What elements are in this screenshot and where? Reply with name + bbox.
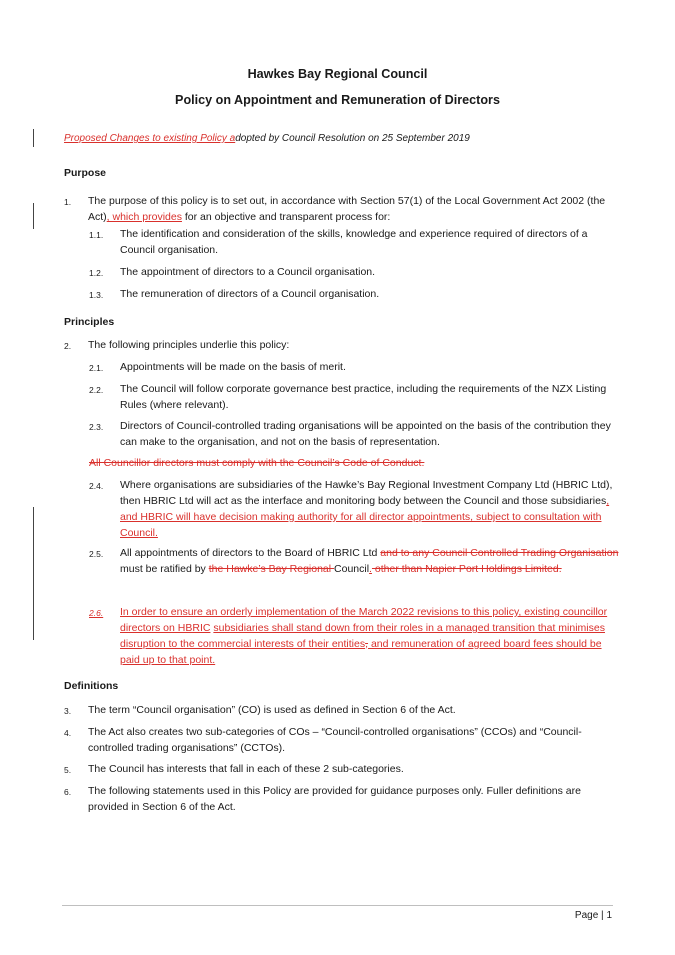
paragraph-text: The Act also creates two sub-categories of COs – “Council-controlled organisations” (CCOs) and “Council-controlled trading organisations” (CCTOs). xyxy=(88,726,582,754)
footer-divider xyxy=(62,905,613,906)
inserted-text: subsidiaries shall stand down from their roles in a managed transition that minimises disruption to the commercial interests of their entities xyxy=(120,622,605,650)
paragraph-number: 1.1. xyxy=(89,230,104,240)
inserted-text: Proposed Changes to existing Policy a xyxy=(64,133,236,144)
paragraph-text: The appointment of directors to a Council organisation. xyxy=(120,266,376,278)
paragraph-1-1 xyxy=(89,226,624,258)
policy-title: Policy on Appointment and Remuneration of Directors xyxy=(175,93,500,107)
inserted-text: , which provides xyxy=(106,211,182,223)
paragraph-2 xyxy=(64,337,624,353)
inserted-text: In order to ensure an orderly implementation of the March 2022 revisions to this policy, existing councillor directors on HBRIC xyxy=(120,606,608,634)
paragraph-number: 2.4. xyxy=(89,481,104,491)
paragraph-number: 2. xyxy=(64,341,72,351)
paragraph-2-5 xyxy=(89,545,624,577)
paragraph-text: Where organisations are subsidiaries of the Hawke’s Bay Regional Investment Company Ltd (HBRIC Ltd), then HBRIC Ltd will act as the interface and monitoring body between the Council and those subsidiaries xyxy=(120,479,613,507)
page-number-value: 1 xyxy=(606,910,612,921)
paragraph-number: 2.2. xyxy=(89,385,104,395)
change-bar xyxy=(33,507,34,640)
paragraph-1-3 xyxy=(89,286,624,302)
paragraph-text: The following statements used in this Policy are provided for guidance purposes only. Fuller definitions are provided in Section 6 of the Act. xyxy=(88,785,581,813)
paragraph-number: 2.3. xyxy=(89,422,104,432)
paragraph-number: 1. xyxy=(64,197,72,207)
paragraph-text: All appointments of directors to the Board of HBRIC Ltd xyxy=(120,547,381,559)
page-separator: | xyxy=(601,910,604,921)
deleted-text: and to any Council Controlled Trading Organisation xyxy=(380,547,619,559)
paragraph-text: The following principles underlie this policy: xyxy=(88,339,290,351)
paragraph-5 xyxy=(64,761,624,777)
paragraph-text: The Council will follow corporate governance best practice, including the requirements of the NZX Listing Rules (where relevant). xyxy=(120,383,607,411)
inserted-text: and remuneration of agreed board fees should be paid up xyxy=(120,638,602,666)
paragraph-text: The term “Council organisation” (CO) is used as defined in Section 6 of the Act. xyxy=(88,704,456,716)
heading-definitions: Definitions xyxy=(64,680,119,692)
paragraph-2-4 xyxy=(89,477,624,541)
paragraph-text: Directors of Council-controlled trading organisations will be appointed on the basis of the contribution they can make to the organisation, and not on the basis of representation. xyxy=(120,420,611,448)
page-number xyxy=(575,910,612,921)
paragraph-text: must be ratified by xyxy=(120,563,209,575)
adoption-text: dopted by Council Resolution on 25 September 2019 xyxy=(235,133,470,144)
deleted-text: other than Napier Port Holdings Limited. xyxy=(371,563,562,575)
paragraph-1 xyxy=(64,193,624,225)
paragraph-text: The purpose of this policy is to set out, in accordance with Section 57(1) of the Local Government Act 2002 (the Act) xyxy=(88,195,606,223)
paragraph-number: 4. xyxy=(64,728,72,738)
adoption-note xyxy=(64,133,470,144)
paragraph-number: 5. xyxy=(64,765,72,775)
paragraph-text: The identification and consideration of the skills, knowledge and experience required of directors of a Council organisation. xyxy=(120,228,588,256)
change-bar xyxy=(33,129,34,147)
paragraph-2-6 xyxy=(89,604,624,668)
inserted-text: . xyxy=(369,563,372,575)
paragraph-2-3 xyxy=(89,418,624,450)
paragraph-number: 2.6. xyxy=(89,608,104,618)
deleted-text: the Hawke’s Bay Regional xyxy=(208,563,335,575)
paragraph-text: The remuneration of directors of a Council organisation. xyxy=(120,288,380,300)
paragraph-number: 3. xyxy=(64,706,72,716)
paragraph-6 xyxy=(64,783,624,815)
page-label: Page xyxy=(574,910,599,921)
paragraph-1-2 xyxy=(89,264,624,280)
paragraph-text: for an objective and transparent process for: xyxy=(181,211,391,223)
paragraph-number: 2.5. xyxy=(89,549,104,559)
paragraph-number: 1.2. xyxy=(89,268,104,278)
heading-principles: Principles xyxy=(64,316,115,328)
paragraph-2-1 xyxy=(89,359,624,375)
paragraph-text: Council xyxy=(334,563,370,575)
deleted-text: , xyxy=(365,638,369,650)
paragraph-number: 1.3. xyxy=(89,290,104,300)
paragraph-number: 6. xyxy=(64,787,72,797)
deleted-paragraph xyxy=(89,455,424,471)
inserted-text: to that point. xyxy=(154,654,216,666)
change-bar xyxy=(33,203,34,229)
paragraph-text: The Council has interests that fall in each of these 2 sub-categories. xyxy=(88,763,404,775)
paragraph-text: Appointments will be made on the basis of merit. xyxy=(120,361,346,373)
paragraph-number: 2.1. xyxy=(89,363,104,373)
organisation-title: Hawkes Bay Regional Council xyxy=(247,67,428,81)
paragraph-3 xyxy=(64,702,624,718)
deleted-text: All Councillor directors must comply with the Council’s Code of Conduct. xyxy=(89,457,425,469)
heading-purpose: Purpose xyxy=(64,167,107,179)
inserted-text: , and HBRIC will have decision making authority for all director appointments, subject to consultation with Council. xyxy=(120,495,610,539)
paragraph-4 xyxy=(64,724,624,756)
paragraph-2-2 xyxy=(89,381,624,413)
